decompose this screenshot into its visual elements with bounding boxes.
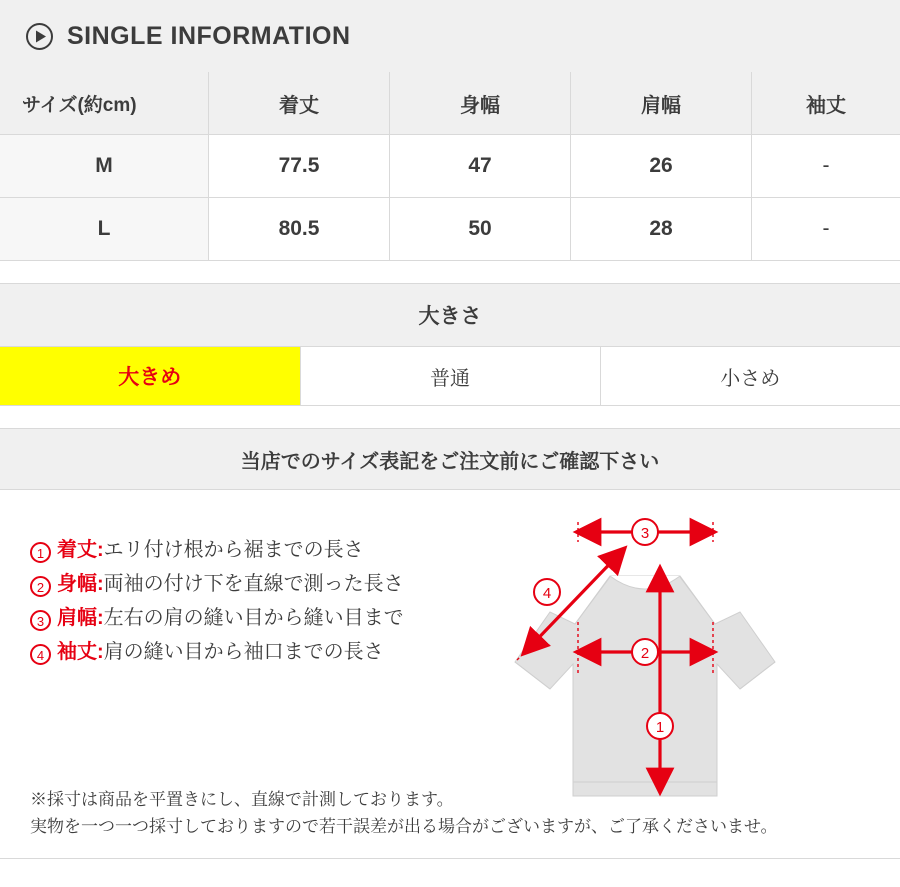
fit-option-normal[interactable]: 普通 <box>300 347 600 406</box>
svg-text:1: 1 <box>655 719 665 736</box>
svg-text:4: 4 <box>542 585 552 602</box>
column-header-katahaba: 肩幅 <box>571 72 752 135</box>
play-circle-icon <box>26 23 53 50</box>
cell-l-sodetake: - <box>752 198 900 261</box>
legend-value-mihaba: 両袖の付け下を直線で測った長さ <box>103 573 404 595</box>
column-header-kitake: 着丈 <box>209 72 390 135</box>
fit-table <box>0 283 900 406</box>
cell-size-m: M <box>0 135 209 198</box>
column-header-mihaba: 身幅 <box>390 72 571 135</box>
marker-3-icon: 3 <box>30 610 51 631</box>
guide-body <box>0 490 900 859</box>
cell-m-mihaba: 47 <box>390 135 571 198</box>
cell-m-kitake: 77.5 <box>209 135 390 198</box>
page-title: SINGLE INFORMATION <box>67 21 351 50</box>
note-line-1: ※採寸は商品を平置きにし、直線で計測しております。 <box>30 790 454 810</box>
table-row <box>0 135 900 198</box>
legend-item <box>30 606 450 631</box>
legend-item <box>30 572 450 597</box>
fit-option-large[interactable]: 大きめ <box>0 347 300 406</box>
legend-value-katahaba: 左右の肩の縫い目から縫い目まで <box>103 607 404 629</box>
table-row <box>0 198 900 261</box>
fit-heading-row <box>0 284 900 347</box>
marker-1-icon: 1 <box>30 542 51 563</box>
garment-shape <box>515 576 775 796</box>
garment-diagram <box>455 504 875 804</box>
legend-key-kitake: 着丈: <box>57 539 104 561</box>
size-table <box>0 72 900 261</box>
cell-l-kitake: 80.5 <box>209 198 390 261</box>
legend-key-mihaba: 身幅: <box>57 573 104 595</box>
column-header-size: サイズ(約cm) <box>0 72 209 135</box>
cell-m-sodetake: - <box>752 135 900 198</box>
svg-text:3: 3 <box>640 525 650 542</box>
measurement-legend <box>30 538 450 674</box>
fit-heading: 大きさ <box>0 284 900 347</box>
legend-item <box>30 538 450 563</box>
fit-options-row <box>0 347 900 406</box>
legend-key-katahaba: 肩幅: <box>57 607 104 629</box>
column-header-sodetake: 袖丈 <box>752 72 900 135</box>
measurement-note <box>30 787 778 840</box>
cell-l-katahaba: 28 <box>571 198 752 261</box>
svg-text:2: 2 <box>640 645 650 662</box>
marker-4-icon: 4 <box>30 644 51 665</box>
cell-size-l: L <box>0 198 209 261</box>
cell-l-mihaba: 50 <box>390 198 571 261</box>
marker-2-icon: 2 <box>30 576 51 597</box>
legend-value-sodetake: 肩の縫い目から袖口までの長さ <box>103 641 384 663</box>
fit-option-small[interactable]: 小さめ <box>600 347 900 406</box>
cell-m-katahaba: 26 <box>571 135 752 198</box>
section-divider-2 <box>0 406 900 428</box>
legend-key-sodetake: 袖丈: <box>57 641 104 663</box>
legend-item <box>30 640 450 665</box>
table-header-row <box>0 72 900 135</box>
page-header <box>0 0 900 72</box>
legend-value-kitake: エリ付け根から裾までの長さ <box>103 539 364 561</box>
section-divider <box>0 261 900 283</box>
note-line-2: 実物を一つ一つ採寸しておりますので若干誤差が出る場合がございますが、ご了承くださいませ。 <box>30 816 778 836</box>
guide-heading: 当店でのサイズ表記をご注文前にご確認下さい <box>0 428 900 490</box>
